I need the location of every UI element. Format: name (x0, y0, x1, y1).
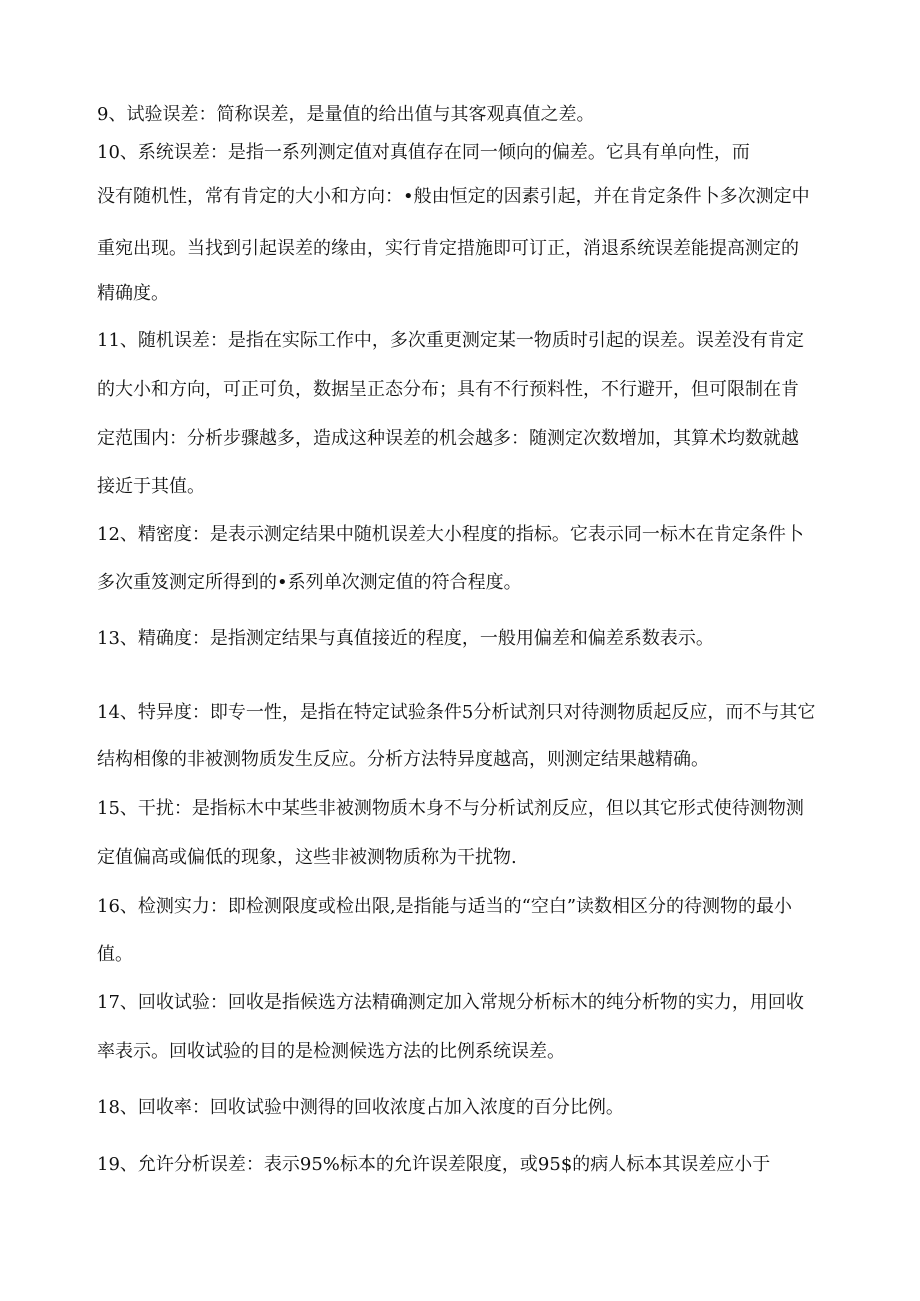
text-line: 定范围内：分析步骤越多，造成这种误差的机会越多：随测定次数增加，其算术均数就越 (97, 428, 799, 449)
text-line: 13、精确度：是指测定结果与真值接近的程度，一般用偏差和偏差系数表示。 (97, 628, 714, 649)
text-line: 没有随机性，常有肯定的大小和方向：•般由恒定的因素引起，并在肯定条件卜多次测定中 (97, 186, 810, 207)
text-line: 16、检测实力：即检测限度或检出限,是指能与适当的“空白”读数相区分的待测物的最小 (97, 896, 793, 917)
text-line: 11、随机误差：是指在实际工作中，多次重更测定某一物质时引起的误差。误差没有肯定 (97, 330, 804, 351)
text-line: 18、回收率：回收试验中测得的回收浓度占加入浓度的百分比例。 (97, 1097, 624, 1118)
text-line: 12、精密度：是表示测定结果中随机误差大小程度的指标。它表示同一标木在肯定条件卜 (97, 524, 804, 545)
text-line: 结构相像的非被测物质发生反应。分析方法特异度越高，则测定结果越精确。 (97, 749, 709, 770)
text-line: 14、特异度：即专一性，是指在特定试验条件5分析试剂只对待测物质起反应，而不与其它 (97, 702, 816, 723)
text-line: 定值偏高或偏低的现象，这些非被测物质称为干扰物. (97, 847, 517, 868)
text-line: 10、系统误差：是指一系列测定值对真值存在同一倾向的偏差。它具有单向性，而 (97, 142, 750, 163)
text-line: 多次重笈测定所得到的•系列单次测定值的符合程度。 (97, 572, 522, 593)
text-line: 接近于其值。 (97, 476, 205, 497)
text-line: 值。 (97, 944, 133, 965)
text-line: 17、回收试验：回收是指候选方法精确测定加入常规分析标木的纯分析物的实力，用回收 (97, 992, 804, 1013)
text-line: 的大小和方向，可正可负，数据呈正态分布；具有不行预料性，不行避开，但可限制在肯 (97, 379, 799, 400)
text-line: 率表示。回收试验的目的是检测候选方法的比例系统误差。 (97, 1041, 565, 1062)
text-line: 15、干扰：是指标木中某些非被测物质木身不与分析试剂反应，但以其它形式使待测物测 (97, 798, 804, 819)
text-line: 19、允许分析误差：表示95%标本的允许误差限度，或95$的病人标本其误差应小于 (97, 1154, 771, 1175)
text-line: 重宛出现。当找到引起误差的缘由，实行肯定措施即可订正，消退系统误差能提高测定的 (97, 238, 799, 259)
text-line: 精确度。 (97, 283, 169, 304)
text-line: 9、试验误差：简称误差，是量值的给出值与其客观真值之差。 (97, 104, 595, 125)
